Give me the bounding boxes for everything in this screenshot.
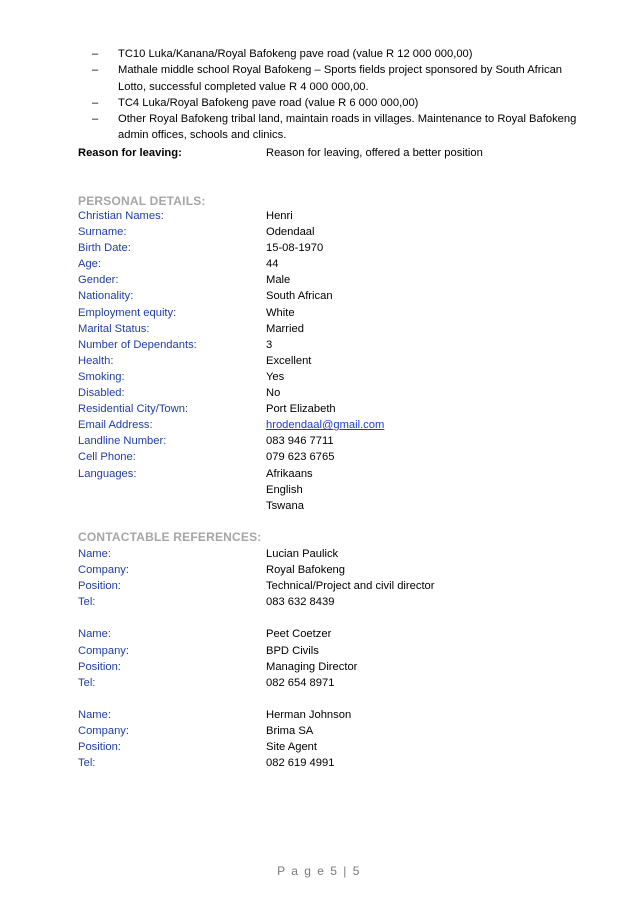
ref-company-label: Company:	[78, 644, 129, 657]
field-row	[78, 594, 598, 610]
list-item	[90, 46, 590, 62]
project-text: Mathale middle school Royal Bafokeng – Sports fields project sponsored by South African Lotto, successful completed value R 4 000 000,00.	[118, 64, 563, 93]
field-label: Cell Phone:	[78, 451, 136, 464]
ref-company: BPD Civils	[266, 644, 319, 657]
ref-tel: 082 619 4991	[266, 757, 335, 770]
ref-company: Brima SA	[266, 725, 314, 738]
field-value: 3	[266, 338, 273, 351]
ref-company-label: Company:	[78, 564, 129, 577]
field-value: Excellent	[266, 354, 312, 367]
field-row	[78, 578, 598, 594]
field-row	[78, 739, 598, 755]
field-label: Smoking:	[78, 370, 125, 383]
field-value: White	[266, 306, 295, 319]
bullet-dash: –	[92, 64, 99, 77]
field-label: Birth Date:	[78, 242, 131, 255]
page-number-footer: P a g e 5 | 5	[277, 864, 361, 878]
bullet-dash: –	[92, 113, 99, 126]
field-label: Email Address:	[78, 419, 153, 432]
bullet-dash: –	[92, 96, 99, 109]
field-value: 083 946 7711	[266, 435, 334, 448]
ref-name-label: Name:	[78, 548, 111, 560]
references-list	[78, 546, 598, 771]
bullet-dash: –	[92, 48, 99, 60]
ref-position: Technical/Project and civil director	[266, 580, 435, 593]
language-value: Afrikaans	[266, 467, 313, 480]
ref-name: Peet Coetzer	[266, 628, 332, 641]
field-row	[78, 723, 598, 739]
project-text: TC4 Luka/Royal Bafokeng pave road (value R 6 000 000,00)	[118, 96, 419, 109]
field-value: No	[266, 387, 281, 400]
project-list	[90, 46, 590, 144]
ref-position-label: Position:	[78, 741, 121, 754]
field-value: Port Elizabeth	[266, 403, 336, 416]
field-label: Gender:	[78, 274, 119, 287]
field-row	[78, 659, 598, 675]
personal-details	[78, 208, 598, 514]
field-row	[78, 337, 598, 353]
ref-name-label: Name:	[78, 628, 111, 641]
field-label: Surname:	[78, 226, 127, 239]
field-row	[78, 288, 598, 304]
field-row	[78, 369, 598, 385]
field-value: Married	[266, 322, 304, 335]
ref-name: Herman Johnson	[266, 708, 352, 721]
field-value: Yes	[266, 370, 285, 383]
ref-tel-label: Tel:	[78, 676, 96, 689]
field-row	[78, 224, 598, 240]
field-label: Number of Dependants:	[78, 338, 197, 351]
languages-label: Languages:	[78, 467, 137, 480]
field-row	[78, 353, 598, 369]
field-row	[78, 385, 598, 401]
field-row	[78, 433, 598, 449]
ref-tel-label: Tel:	[78, 596, 96, 609]
field-row	[78, 240, 598, 256]
ref-position-label: Position:	[78, 660, 121, 673]
field-row	[78, 707, 598, 723]
field-value: 44	[266, 258, 279, 271]
ref-position: Managing Director	[266, 660, 358, 673]
field-label: Residential City/Town:	[78, 403, 189, 416]
field-row	[78, 208, 598, 224]
field-value: 15-08-1970	[266, 242, 324, 255]
language-value: English	[266, 483, 303, 496]
field-row	[78, 321, 598, 337]
field-row	[78, 626, 598, 642]
reason-label: Reason for leaving:	[78, 147, 182, 159]
field-row	[78, 256, 598, 272]
project-text: TC10 Luka/Kanana/Royal Bafokeng pave road (value R 12 000 000,00)	[118, 48, 473, 60]
field-row	[78, 272, 598, 288]
field-row	[78, 401, 598, 417]
field-row	[78, 417, 598, 433]
field-row	[78, 449, 598, 465]
ref-position-label: Position:	[78, 580, 121, 593]
field-label: Nationality:	[78, 290, 134, 303]
field-row	[78, 755, 598, 771]
project-text: Other Royal Bafokeng tribal land, maintain roads in villages. Maintenance to Royal Bafokeng admin offices, schools and clinics.	[118, 113, 577, 142]
ref-name-label: Name:	[78, 708, 111, 721]
field-label: Employment equity:	[78, 306, 177, 319]
list-item	[90, 62, 590, 95]
field-label: Christian Names:	[78, 210, 164, 222]
field-row	[78, 546, 598, 562]
field-row	[78, 466, 598, 482]
list-item	[90, 111, 590, 144]
field-label: Disabled:	[78, 387, 125, 400]
reason-value: Reason for leaving, offered a better position	[266, 147, 483, 159]
field-value: Henri	[266, 210, 293, 222]
field-label: Health:	[78, 354, 114, 367]
ref-name: Lucian Paulick	[266, 548, 339, 560]
field-value: South African	[266, 290, 333, 303]
field-value: 079 623 6765	[266, 451, 335, 464]
field-value: Male	[266, 274, 291, 287]
field-value: Odendaal	[266, 226, 315, 239]
ref-company-label: Company:	[78, 725, 129, 738]
field-label: Landline Number:	[78, 435, 167, 448]
email-link[interactable]: hrodendaal@gmail.com	[266, 419, 385, 432]
field-row	[78, 562, 598, 578]
language-value: Tswana	[266, 499, 304, 512]
ref-tel: 083 632 8439	[266, 596, 335, 609]
field-row	[78, 482, 598, 498]
field-row	[78, 643, 598, 659]
field-label: Age:	[78, 258, 102, 271]
ref-company: Royal Bafokeng	[266, 564, 345, 577]
list-item	[90, 95, 590, 111]
spacer	[78, 610, 598, 626]
ref-tel-label: Tel:	[78, 757, 96, 770]
spacer	[78, 691, 598, 707]
ref-position: Site Agent	[266, 741, 318, 754]
field-label: Marital Status:	[78, 322, 150, 335]
personal-details-heading: PERSONAL DETAILS:	[78, 194, 206, 208]
references-heading: CONTACTABLE REFERENCES:	[78, 530, 262, 544]
ref-tel: 082 654 8971	[266, 676, 335, 689]
field-row	[78, 305, 598, 321]
field-row	[78, 498, 598, 514]
field-row	[78, 675, 598, 691]
